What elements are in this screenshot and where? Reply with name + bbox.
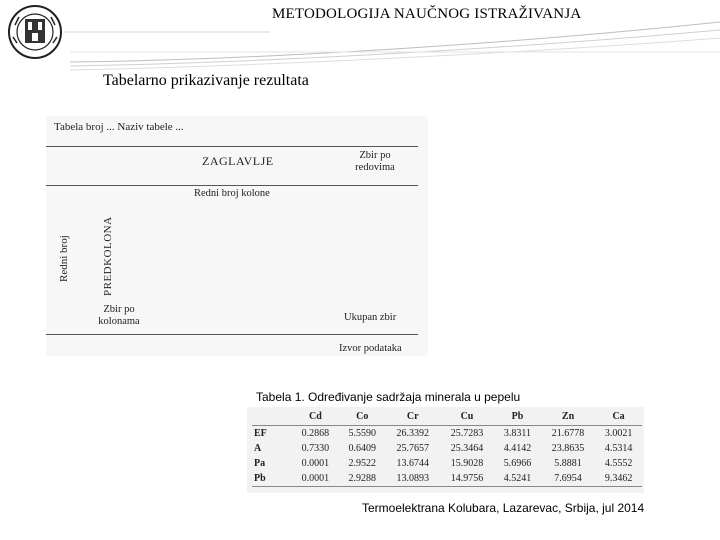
- minerals-table-image: [247, 407, 644, 493]
- column-header: Ca: [612, 411, 625, 422]
- table-cell: 9.3462: [604, 473, 633, 484]
- table-cell: 3.8311: [503, 428, 532, 439]
- row-label: Pb: [254, 473, 266, 484]
- table-cell: 2.9522: [348, 458, 376, 469]
- table-cell: 4.5552: [604, 458, 633, 469]
- header-title: METODOLOGIJA NAUČNOG ISTRAŽIVANJA: [272, 6, 582, 22]
- schema-bottom-rule: [46, 334, 418, 335]
- schema-column-number-label: Redni broj kolone: [194, 188, 270, 199]
- schema-column-sum-label: Zbir po kolonama: [98, 304, 140, 327]
- table-cell: 0.0001: [301, 458, 330, 469]
- schema-pretcolumn-label: PREDKOLONA: [102, 216, 114, 296]
- university-seal-logo: [5, 5, 65, 60]
- schema-caption: Tabela broj ... Naziv tabele ...: [54, 121, 184, 133]
- row-label: Pa: [254, 458, 266, 469]
- table-header-row: [252, 410, 642, 426]
- table-cell: 25.7657: [396, 443, 429, 454]
- slide-footer: Termoelektrana Kolubara, Lazarevac, Srbija, jul 2014: [362, 501, 645, 515]
- table-cell: 4.5314: [604, 443, 633, 454]
- table-row: [252, 471, 642, 487]
- minerals-table: [252, 410, 642, 487]
- table-cell: 4.5241: [503, 473, 532, 484]
- table-cell: 5.6966: [503, 458, 532, 469]
- schema-total-label: Ukupan zbir: [344, 312, 397, 323]
- table-structure-diagram: [46, 116, 428, 356]
- column-header: Co: [356, 411, 369, 422]
- data-table-caption: Tabela 1. Određivanje sadržaja minerala u pepelu: [256, 390, 521, 404]
- table-cell: 0.0001: [301, 473, 330, 484]
- table-cell: 3.0021: [604, 428, 633, 439]
- table-cell: 0.7330: [301, 443, 330, 454]
- table-corner-cell: [252, 410, 292, 426]
- schema-header-rule: [46, 185, 418, 186]
- table-cell: 7.6954: [554, 473, 582, 484]
- table-cell: 2.9288: [348, 473, 376, 484]
- row-label: EF: [254, 428, 267, 439]
- table-cell: 26.3392: [396, 428, 429, 439]
- column-header: Cu: [460, 411, 474, 422]
- table-cell: 14.9756: [450, 473, 484, 484]
- table-row: [252, 426, 642, 442]
- column-header: Cr: [406, 411, 419, 422]
- column-header: Zn: [561, 411, 575, 422]
- table-cell: 5.8881: [554, 458, 582, 469]
- table-cell: 25.7283: [450, 428, 484, 439]
- slide-subtitle: Tabelarno prikazivanje rezultata: [103, 72, 309, 89]
- table-cell: 5.5590: [348, 428, 376, 439]
- table-cell: 25.3464: [450, 443, 484, 454]
- table-row: [252, 456, 642, 471]
- schema-row-sum-label: Zbir po redovima: [355, 150, 395, 173]
- schema-source-label: Izvor podataka: [339, 343, 402, 354]
- table-cell: 4.4142: [503, 443, 532, 454]
- schema-header-label: ZAGLAVLJE: [202, 154, 274, 168]
- table-cell: 0.2868: [301, 428, 330, 439]
- table-cell: 23.8635: [551, 443, 585, 454]
- column-header: Pb: [511, 411, 524, 422]
- schema-top-rule: [46, 146, 418, 147]
- table-cell: 21.6778: [551, 428, 585, 439]
- row-label: A: [254, 443, 262, 454]
- table-cell: 15.9028: [450, 458, 484, 469]
- schema-row-number-label: Redni broj: [58, 235, 70, 282]
- table-cell: 0.6409: [348, 443, 376, 454]
- column-header: Cd: [309, 411, 322, 422]
- table-cell: 13.6744: [396, 458, 429, 469]
- table-row: [252, 441, 642, 456]
- table-cell: 13.0893: [396, 473, 429, 484]
